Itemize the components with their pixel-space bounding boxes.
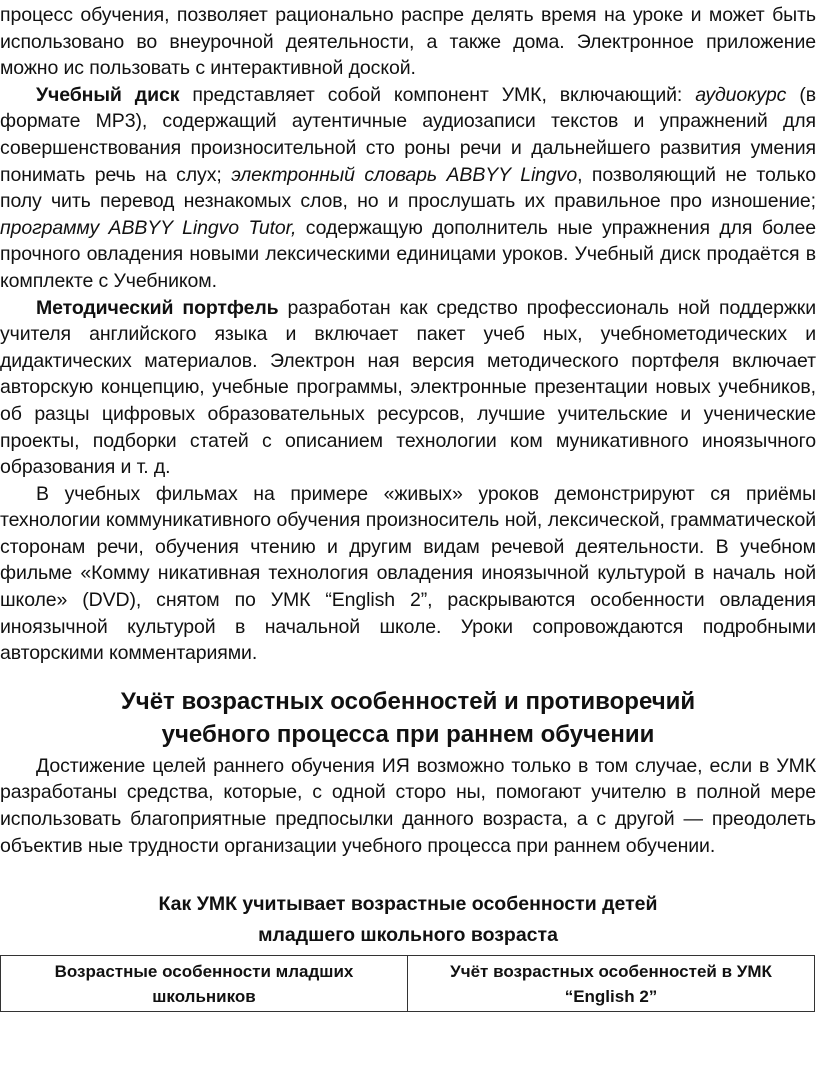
section-title-line-2: учебного процесса при раннем обучении [161, 720, 655, 748]
table-caption-line-2: младшего школьного возраста [258, 924, 558, 947]
paragraph-electronic-appendix: процесс обучения, позволяет рационально распре делять время на уроке и может быть использовано во внеурочной деятельности, а также дома. Электронное приложение можно ис пользовать с интерактивной доской. [0, 4, 816, 80]
term-educational-disc: Учебный диск [36, 83, 180, 106]
text-run: (в формате MP3), содержащий аутентичные аудиозаписи текстов и упражнений для совершенствования произносительной сто роны речи и дальнейшего развития умения понимать речь на слух; [0, 83, 816, 186]
table-caption [0, 889, 816, 951]
age-features-table [0, 955, 815, 1012]
section-title-line-1: Учёт возрастных особенностей и противоречий [120, 687, 696, 715]
paragraph-educational-disc [0, 82, 816, 295]
text-run: разработан как средство профессиональ ной поддержки учителя английского языка и включает пакет учеб ных, учебнометодических и дидактических материалов. Электрон ная версия методического портфеля включает авторскую концепцию, учебные программы, электронные презентации новых учебников, об разцы цифровых образовательных ресурсов, лучшие учительские и ученические проекты, подборки статей с описанием технологии ком муникативного иноязычного образования и т. д. [0, 296, 816, 479]
term-methodical-portfolio: Методический портфель [36, 296, 279, 319]
paragraph-early-learning-goals: Достижение целей раннего обучения ИЯ возможно только в том случае, если в УМК разработаны средства, которые, с одной сторо ны, помогают учителю в полной мере использовать благоприятные предпосылки данного возраста, а с другой — преодолеть объектив ные трудности организации учебного процесса при раннем обучении. [0, 754, 816, 857]
paragraph-methodical-portfolio [0, 295, 816, 481]
table-caption-line-1: Как УМК учитывает возрастные особенности детей [158, 893, 658, 916]
term-lingvo-tutor: программу ABBYY Lingvo Tutor, [0, 216, 297, 239]
paragraph-educational-films: В учебных фильмах на примере «живых» уроков демонстрируют ся приёмы технологии коммуникативного обучения произноситель ной, лексической, грамматической сторонам речи, обучения чтению и другим видам речевой деятельности. В учебном фильме «Комму никативная технология овладения иноязычной культурой в началь ной школе» (DVD), снятом по УМК “English 2”, раскрываются особенности овладения иноязычной культурой в начальной школе. Уроки сопровождаются подробными авторскими комментариями. [0, 482, 816, 665]
table-header-age-features: Возрастные особенности младших школьников [1, 956, 408, 1012]
section-title [0, 685, 816, 751]
text-run: представляет собой компонент УМК, включающий: [179, 83, 696, 106]
term-audio-course: аудиокурс [695, 83, 787, 106]
text-run: , позволяющий не только полу чить перевод незнакомых слов, но и прослушать их правильное про изношение; [0, 163, 816, 213]
table-header-umk-accounting: Учёт возрастных особенностей в УМК “English 2” [408, 956, 815, 1012]
term-electronic-dictionary: электронный словарь ABBYY Lingvo [231, 163, 578, 186]
text-run: содержащую дополнитель ные упражнения для более прочного овладения новыми лексическими единицами уроков. Учебный диск продаётся в комплекте с Учебником. [0, 216, 816, 292]
table-header-row [1, 956, 815, 1012]
